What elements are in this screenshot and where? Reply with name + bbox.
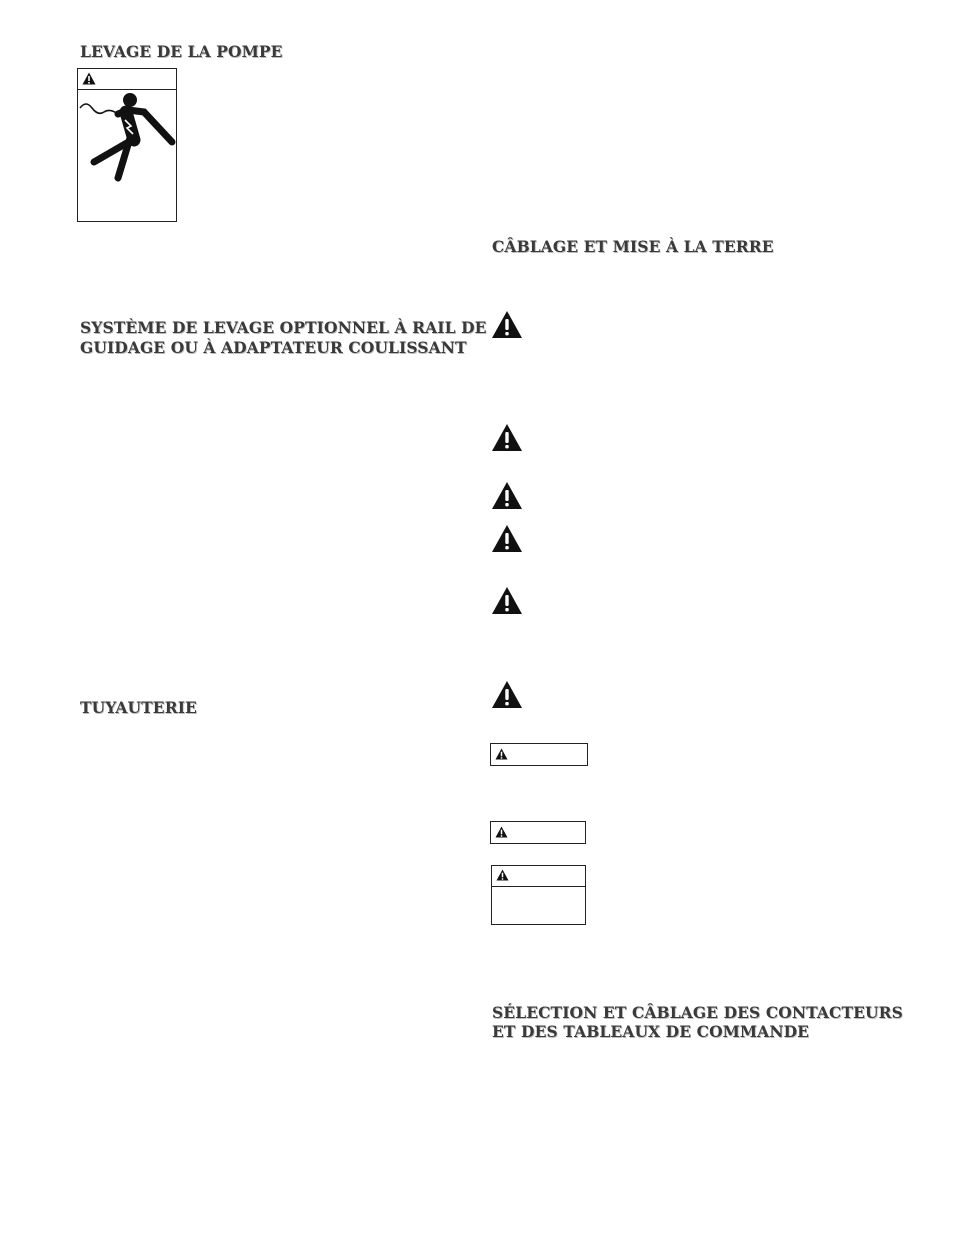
warning-small-icon (496, 869, 509, 881)
shock-hazard-sign (77, 68, 177, 222)
warning-label-box (490, 743, 588, 766)
heading-wiring-grounding: CÂBLAGE ET MISE À LA TERRE (492, 237, 774, 256)
warning-small-icon (82, 72, 96, 85)
warning-sign-box (491, 865, 586, 925)
heading-guide-rail-line1: SYSTÈME DE LEVAGE OPTIONNEL À RAIL DE (80, 318, 487, 337)
sign-header (78, 69, 176, 90)
warning-triangle-icon (491, 423, 523, 452)
warning-small-icon (495, 826, 508, 838)
warning-label-box (490, 821, 586, 844)
heading-guide-rail-line2: GUIDAGE OU À ADAPTATEUR COULISSANT (80, 338, 467, 357)
warning-triangle-icon (491, 680, 523, 709)
heading-piping: TUYAUTERIE (80, 698, 197, 717)
electric-shock-hazard-icon (78, 90, 176, 220)
warning-small-icon (495, 748, 508, 760)
warning-triangle-icon (491, 586, 523, 615)
sign-header (492, 866, 585, 887)
warning-triangle-icon (491, 481, 523, 510)
warning-triangle-icon (491, 524, 523, 553)
heading-contactors-line2: ET DES TABLEAUX DE COMMANDE (492, 1022, 810, 1041)
warning-triangle-icon (491, 310, 523, 339)
heading-contactors-line1: SÉLECTION ET CÂBLAGE DES CONTACTEURS (492, 1003, 903, 1022)
heading-lifting-pump: LEVAGE DE LA POMPE (80, 42, 283, 61)
